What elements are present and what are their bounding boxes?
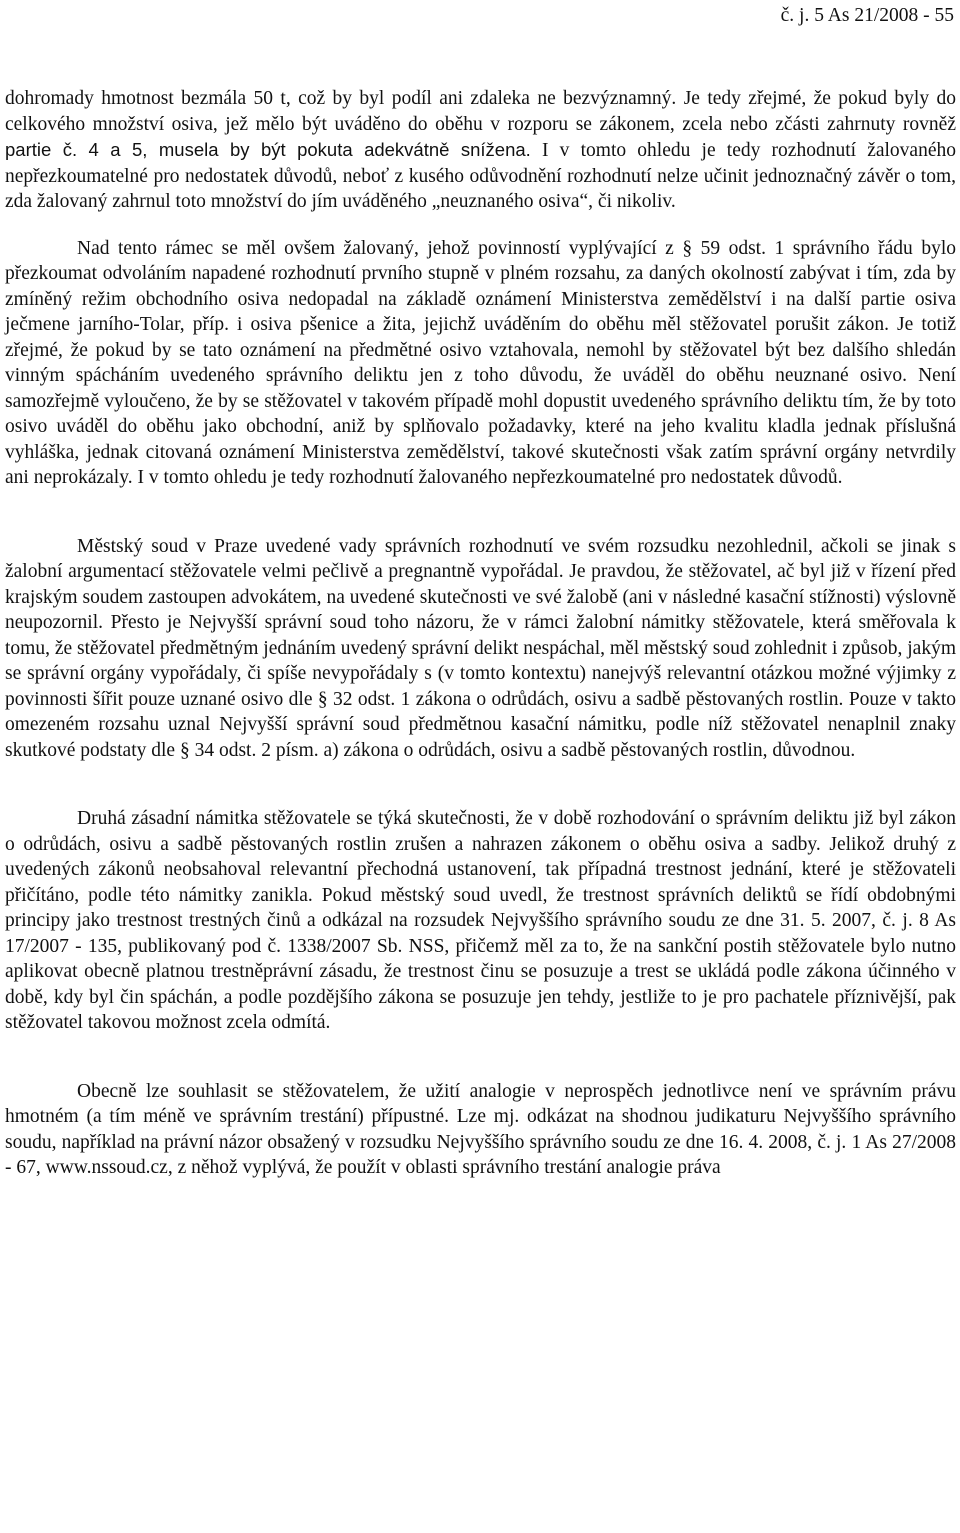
document-body <box>5 86 956 1181</box>
paragraph-2: Nad tento rámec se měl ovšem žalovaný, jehož povinností vyplývající z § 59 odst. 1 správního řádu bylo přezkoumat odvoláním napadené rozhodnutí prvního stupně v plném rozsahu, za daných okolností zabývat i tím, zda by zmíněný režim obchodního osiva nedopadal na základě oznámení Ministerstva zemědělství i na další partie osiva ječmene jarního-Tolar, příp. i osiva pšenice a žita, jejichž uváděním do oběhu měl stěžovatel porušit zákon. Je totiž zřejmé, že pokud by se tato oznámení na předmětné osivo vztahovala, nemohl by stěžovatel být bez dalšího shledán vinným spácháním uvedeného správního deliktu jen z toho důvodu, že uváděl do oběhu neuznané osivo. Není samozřejmě vyloučeno, že by se stěžovatel v takovém případě mohl dopustit uvedeného správního deliktu tím, že by toto osivo uváděl do oběhu jako obchodní, aniž by splňovalo požadavky, které na jeho kvalitu kladla jednak příslušná vyhláška, jednak citovaná oznámení Ministerstva zemědělství, takové skutečnosti však zatím správní orgány netvrdily ani neprokázaly. I v tomto ohledu je tedy rozhodnutí žalovaného nepřezkoumatelné pro nedostatek důvodů. <box>5 237 956 488</box>
paragraph-1 <box>5 86 956 215</box>
case-number-header: č. j. 5 As 21/2008 - 55 <box>780 5 954 26</box>
paragraph-1-text-b: I v tomto ohledu je tedy rozhodnutí žalovaného nepřezkoumatelné pro nedostatek důvodů, neboť z kusého odůvodnění rozhodnutí nelze učinit jednoznačný závěr o tom, zda žalovaný zahrnul toto množství do jím uváděného „neuznaného osiva“, či nikoliv. <box>5 140 956 212</box>
paragraph-1-text-a: dohromady hmotnost bezmála 50 t, což by byl podíl ani zdaleka ne bezvýznamný. Je tedy zřejmé, že pokud byly do celkového množství osiva, jež mělo být uváděno do oběhu v rozporu se zákonem, zcela nebo zčásti zahrnuty rovněž <box>5 88 956 135</box>
paragraph-3: Městský soud v Praze uvedené vady správních rozhodnutí ve svém rozsudku nezohlednil, ačkoli se jinak s žalobní argumentací stěžovatele velmi pečlivě a pregnantně vypořádal. Je pravdou, že stěžovatel, ač byl již v řízení před krajským soudem zastoupen advokátem, na uvedené skutečnosti ve své žalobě (ani v následné kasační stížnosti) výslovně neupozornil. Přesto je Nejvyšší správní soud toho názoru, že v rámci žalobní námitky stěžovatele, která směřovala k tomu, že stěžovatel předmětným jednáním uvedený správní delikt nespáchal, měl městský soud zohlednit i způsob, jakým se správní orgány vypořádaly, či spíše nevypořádaly s (v tomto kontextu) nanejvýš relevantní otázkou možné výjimky z povinnosti šířit pouze uznané osivo dle § 32 odst. 1 zákona o odrůdách, osivu a sadbě pěstovaných rostlin. Pouze v takto omezeném rozsahu uznal Nejvyšší správní soud předmětnou kasační námitku, podle níž stěžovatel nenaplnil znaky skutkové podstaty dle § 34 odst. 2 písm. a) zákona o odrůdách, osivu a sadbě pěstovaných rostlin, důvodnou. <box>5 535 956 761</box>
paragraph-4: Druhá zásadní námitka stěžovatele se týká skutečnosti, že v době rozhodování o správním deliktu již byl zákon o odrůdách, osivu a sadbě pěstovaných rostlin zrušen a nahrazen zákonem o oběhu osiva a sadby. Jelikož druhý z uvedených zákonů neobsahoval relevantní přechodná ustanovení, tak případná trestnost jednání, které je stěžovateli přičítáno, podle této námitky zanikla. Pokud městský soud uvedl, že trestnost správních deliktů se řídí obdobnými principy jako trestnost trestných činů a odkázal na rozsudek Nejvyššího správního soudu ze dne 31. 5. 2007, č. j. 8 As 17/2007 - 135, publikovaný pod č. 1338/2007 Sb. NSS, přičemž měl za to, že na sankční postih stěžovatele bylo nutno aplikovat obecně platnou trestněprávní zásadu, že trestnost činu se posuzuje a trest se ukládá podle zákona účinného v době, kdy byl čin spáchán, a podle pozdějšího zákona se posuzuje jen tehdy, jestliže to je pro pachatele příznivější, pak stěžovatel takovou možnost zcela odmítá. <box>5 808 956 1033</box>
paragraph-1-text-sans: partie č. 4 a 5, musela by být pokuta adekvátně snížena. <box>5 139 531 160</box>
paragraph-5: Obecně lze souhlasit se stěžovatelem, že užití analogie v neprospěch jednotlivce není ve správním právu hmotném (a tím méně ve správním trestání) přípustné. Lze mj. odkázat na shodnou judikaturu Nejvyššího správního soudu, například na právní názor obsažený v rozsudku Nejvyššího správního soudu ze dne 16. 4. 2008, č. j. 1 As 27/2008 - 67, www.nssoud.cz, z něhož vyplývá, že použít v oblasti správního trestání analogie práva <box>5 1080 956 1178</box>
